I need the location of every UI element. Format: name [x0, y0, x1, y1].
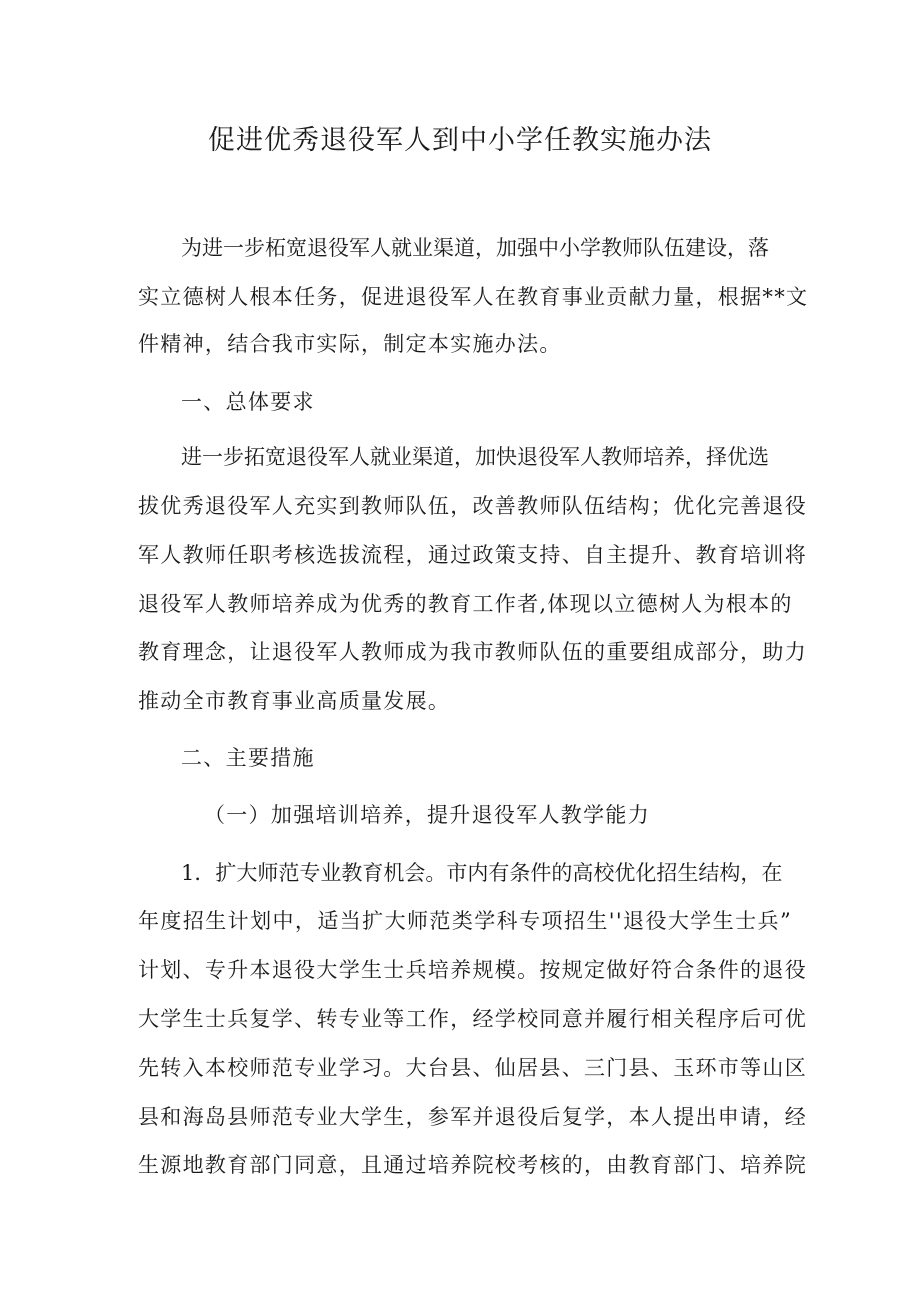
subsection-heading: （一）加强培训培养，提升退役军人教学能力 — [204, 803, 650, 827]
paragraph-line: 为进一步柘宽退役军人就业渠道，加强中小学教师队伍建设，落 — [181, 236, 769, 260]
paragraph-line: 1．扩大师范专业教育机会。市内有条件的高校优化招生结构，在 — [181, 861, 783, 885]
paragraph-line: 计划、专升本退役大学生士兵培养规模。按规定做好符合条件的退役 — [138, 958, 807, 982]
paragraph-line: 年度招生计划中，适当扩大师范类学科专项招生''退役大学生士兵” — [138, 909, 792, 933]
paragraph-line: 拔优秀退役军人充实到教师队伍，改善教师队伍结构；优化完善退役 — [138, 494, 807, 518]
document-title: 促进优秀退役军人到中小学任教实施办法 — [208, 125, 712, 156]
paragraph-line: 军人教师任职考核选拔流程，通过政策支持、自主提升、教育培训将 — [138, 543, 807, 567]
paragraph-line: 县和海岛县师范专业大学生，参军并退役后复学，本人提出申请，经 — [138, 1105, 807, 1129]
paragraph-line: 先转入本校师范专业学习。大台县、仙居县、三门县、玉环市等山区 — [138, 1056, 807, 1080]
paragraph-line: 生源地教育部门同意，且通过培养院校考核的，由教育部门、培养院 — [138, 1153, 807, 1177]
paragraph-line: 件精神，结合我市实际，制定本实施办法。 — [138, 332, 562, 356]
paragraph-line: 大学生士兵复学、转专业等工作，经学校同意并履行相关程序后可优 — [138, 1007, 807, 1031]
paragraph-line: 实立德树人根本任务，促进退役军人在教育事业贡献力量，根据**文 — [138, 285, 809, 309]
paragraph-line: 进一步拓宽退役军人就业渠道，加快退役军人教师培养，择优选 — [181, 445, 769, 469]
section-heading: 一、总体要求 — [181, 390, 315, 414]
paragraph-line: 退役军人教师培养成为优秀的教育工作者,体现以立德树人为根本的 — [138, 592, 793, 616]
paragraph-line: 教育理念，让退役军人教师成为我市教师队伍的重要组成部分，助力 — [138, 640, 807, 664]
paragraph-line: 推动全市教育事业高质量发展。 — [138, 689, 451, 713]
section-heading: 二、主要措施 — [181, 746, 315, 770]
